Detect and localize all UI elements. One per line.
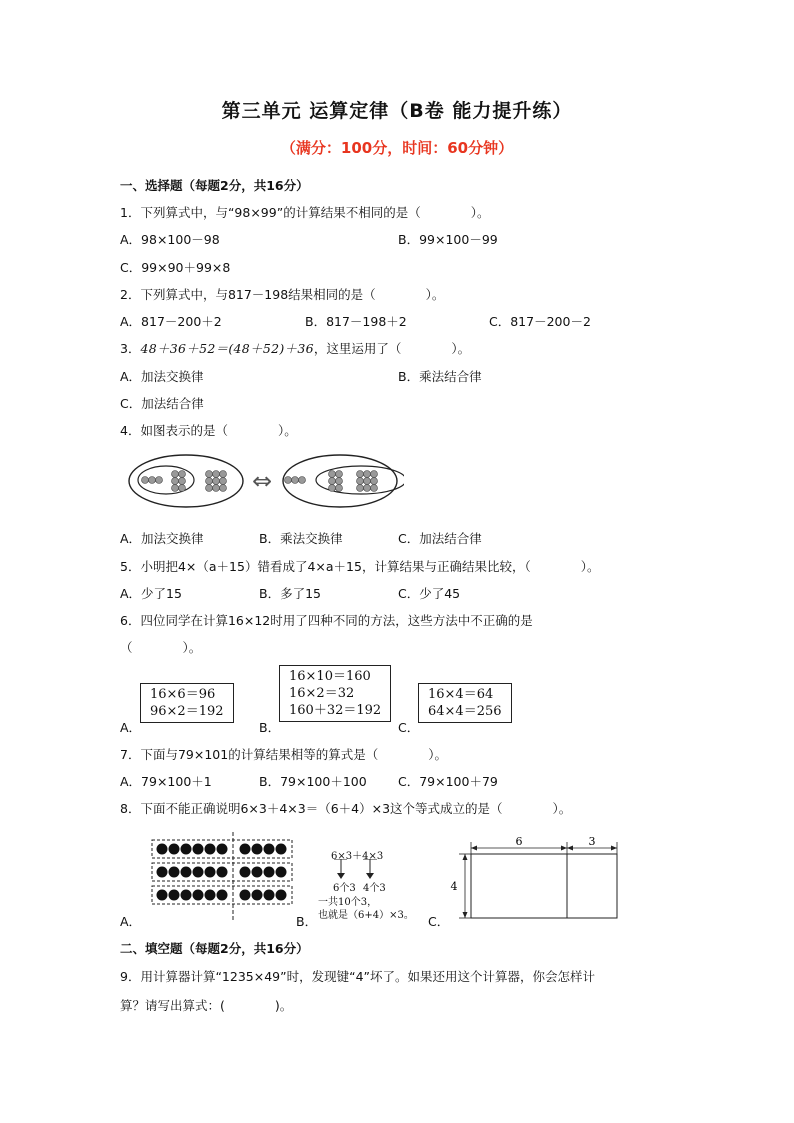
- question-4-option-c: C．加法结合律: [398, 531, 482, 546]
- question-6-box-c: [418, 683, 512, 723]
- question-6-option-b: B．: [259, 720, 281, 735]
- figure-b-line-2: 也就是（6+4）×3。: [318, 910, 414, 921]
- figure-c-top-left-label: 6: [515, 835, 523, 848]
- question-4-option-b: B．乘法交换律: [259, 531, 343, 546]
- question-2-option-a: A．817－200＋2: [120, 314, 222, 329]
- question-6-box-b: [279, 665, 391, 722]
- figure-b-left-label: 6个3: [333, 883, 356, 894]
- question-8-figure-a: [148, 830, 300, 922]
- question-1-option-c: C．99×90＋99×8: [120, 260, 231, 275]
- question-9-line-1: 9．用计算器计算“1235×49”时，发现键“4”坏了。如果还用这个计算器，你会怎样计: [120, 969, 596, 984]
- box-b-line-3: 160＋32＝192: [289, 703, 382, 718]
- box-b-line-1: 16×10＝160: [289, 669, 371, 684]
- box-c-line-2: 64×4＝256: [428, 704, 502, 719]
- question-3-formula: 48＋36＋52＝(48＋52)＋36: [140, 341, 314, 356]
- question-8-option-c: C．: [428, 914, 450, 929]
- question-8-stem: 8．下面不能正确说明6×3＋4×3＝（6＋4）×3这个等式成立的是（ ）。: [120, 801, 572, 816]
- section-heading-fill: 二、填空题（每题2分，共16分）: [120, 941, 309, 956]
- box-b-line-2: 16×2＝32: [289, 686, 355, 701]
- question-3-tail: ，这里运用了（ ）。: [313, 341, 471, 356]
- question-3-option-a: A．加法交换律: [120, 369, 204, 384]
- figure-b-right-label: 4个3: [363, 883, 386, 894]
- page-subtitle: （满分：100分，时间：60分钟）: [280, 139, 514, 157]
- question-2-option-c: C．817－200－2: [489, 314, 591, 329]
- question-5-option-c: C．少了45: [398, 586, 461, 601]
- box-a-line-2: 96×2＝192: [150, 704, 224, 719]
- question-6-stem: 6．四位同学在计算16×12时用了四种不同的方法，这些方法中不正确的是: [120, 613, 533, 628]
- question-7-option-a: A．79×100＋1: [120, 774, 212, 789]
- question-3-stem: [120, 339, 470, 357]
- question-3-option-c: C．加法结合律: [120, 396, 204, 411]
- question-1-stem: 1．下列算式中，与“98×99”的计算结果不相同的是（ ）。: [120, 205, 490, 220]
- question-3-number: 3．: [120, 341, 141, 356]
- question-3-option-b: B．乘法结合律: [398, 369, 482, 384]
- box-c-line-1: 16×4＝64: [428, 687, 494, 702]
- double-arrow-icon: ⇔: [251, 467, 273, 495]
- question-5-stem: 5．小明把4×（a＋15）错看成了4×a＋15，计算结果与正确结果比较，（ ）。: [120, 559, 600, 574]
- question-4-option-a: A．加法交换律: [120, 531, 204, 546]
- dot-grid: [157, 844, 287, 901]
- figure-b-line-1: 一共10个3，: [318, 897, 378, 908]
- figure-b-arrows: [331, 859, 391, 881]
- question-8-option-b: B．: [296, 914, 318, 929]
- question-4-stem: 4．如图表示的是（ ）。: [120, 423, 297, 438]
- box-a-line-1: 16×6＝96: [150, 687, 216, 702]
- question-2-stem: 2．下列算式中，与817－198结果相同的是（ ）。: [120, 287, 445, 302]
- question-9-line-2: 算？请写出算式：( )。: [120, 998, 293, 1013]
- question-8-option-a: A．: [120, 914, 142, 929]
- question-7-option-c: C．79×100＋79: [398, 774, 498, 789]
- figure-b-expression: 6×3＋4×3: [331, 851, 384, 862]
- question-8-figure-c: [445, 828, 625, 924]
- question-4-figure: [124, 453, 404, 513]
- question-7-stem: 7．下面与79×101的计算结果相等的算式是（ ）。: [120, 747, 447, 762]
- question-1-option-b: B．99×100－99: [398, 232, 498, 247]
- question-6-option-c: C．: [398, 720, 420, 735]
- figure-c-side-label: 4: [450, 880, 458, 893]
- question-6-option-a: A．: [120, 720, 142, 735]
- question-2-option-b: B．817－198＋2: [305, 314, 407, 329]
- question-6-blank: （ ）。: [120, 640, 202, 655]
- page-title: 第三单元 运算定律（B卷 能力提升练）: [221, 100, 573, 122]
- question-1-option-a: A．98×100－98: [120, 232, 220, 247]
- question-6-box-a: [140, 683, 234, 723]
- question-7-option-b: B．79×100＋100: [259, 774, 367, 789]
- figure-c-top-right-label: 3: [588, 835, 596, 848]
- question-5-option-a: A．少了15: [120, 586, 182, 601]
- question-5-option-b: B．多了15: [259, 586, 321, 601]
- section-heading-choice: 一、选择题（每题2分，共16分）: [120, 178, 309, 193]
